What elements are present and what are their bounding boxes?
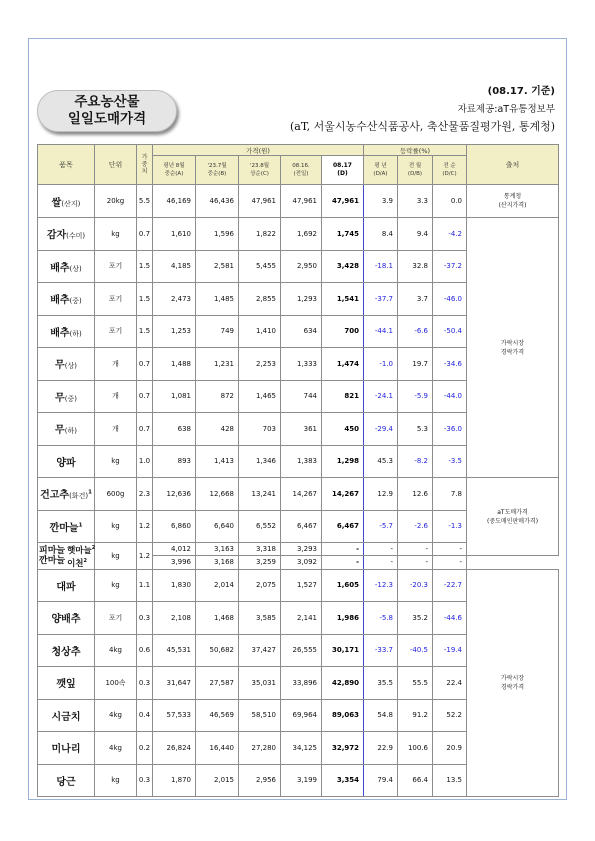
value-a: 1,081	[153, 380, 196, 413]
value-dc: -	[433, 556, 467, 569]
value-prev: 1,527	[281, 569, 322, 602]
unit-cell: 4kg	[95, 699, 137, 732]
value-b: 1,231	[196, 348, 239, 381]
col-price-c-label: '23.8월 상순(C)	[249, 163, 270, 177]
value-c: 2,855	[239, 283, 281, 316]
item-name-cell	[38, 732, 95, 765]
value-da: -12.3	[364, 569, 398, 602]
col-change-da-label: 평 년 (D/A)	[373, 163, 388, 177]
source-cell	[467, 185, 559, 218]
col-source: 출처	[467, 145, 559, 185]
unit-cell: kg	[95, 218, 137, 251]
value-d: 42,890	[322, 667, 364, 700]
col-weight	[137, 145, 153, 185]
value-d: 700	[322, 315, 364, 348]
value-da: -44.1	[364, 315, 398, 348]
item-grade: (수미)	[66, 232, 86, 241]
value-a: 2,473	[153, 283, 196, 316]
item-name-cell	[38, 283, 95, 316]
value-da: 54.8	[364, 699, 398, 732]
value-a: 3,996	[153, 556, 196, 569]
data-provider: 자료제공:aT유통정보부	[457, 104, 555, 115]
item-name: 배추	[50, 295, 70, 307]
item-name-cell	[38, 634, 95, 667]
value-c: 2,075	[239, 569, 281, 602]
value-c: 3,259	[239, 556, 281, 569]
item-grade: (화건)	[69, 492, 89, 501]
value-b: 46,569	[196, 699, 239, 732]
value-db: 66.4	[398, 764, 433, 797]
value-c: 2,253	[239, 348, 281, 381]
unit-cell: 4kg	[95, 732, 137, 765]
value-b: 3,163	[196, 543, 239, 556]
value-a: 1,488	[153, 348, 196, 381]
value-db: -2.6	[398, 510, 433, 543]
value-b: 50,682	[196, 634, 239, 667]
value-db: -8.2	[398, 445, 433, 478]
value-c: 3,585	[239, 602, 281, 635]
weight-cell: 1.0	[137, 445, 153, 478]
value-da: -33.7	[364, 634, 398, 667]
value-b: 1,413	[196, 445, 239, 478]
value-dc: -37.2	[433, 250, 467, 283]
unit-cell: 20kg	[95, 185, 137, 218]
source-cell	[467, 218, 559, 478]
unit-cell: 포기	[95, 250, 137, 283]
item-name: 무	[55, 392, 65, 404]
value-c: 2,956	[239, 764, 281, 797]
value-prev: 33,896	[281, 667, 322, 700]
item-name-cell	[38, 602, 95, 635]
value-prev: 3,199	[281, 764, 322, 797]
value-prev: 3,293	[281, 543, 322, 556]
value-a: 638	[153, 413, 196, 446]
unit-cell: 600g	[95, 478, 137, 511]
value-db: 3.7	[398, 283, 433, 316]
value-c: 703	[239, 413, 281, 446]
col-change-group: 등락률(%)	[364, 145, 467, 156]
value-db: 55.5	[398, 667, 433, 700]
value-db: -	[398, 543, 433, 556]
value-b: 2,015	[196, 764, 239, 797]
unit-cell: kg	[95, 510, 137, 543]
footnote-mark: 2	[91, 545, 96, 551]
value-d: -	[322, 556, 364, 569]
col-change-db	[398, 156, 433, 185]
col-price-c	[239, 156, 281, 185]
value-d: 14,267	[322, 478, 364, 511]
price-table	[37, 144, 559, 797]
item-name: 미나리	[51, 744, 81, 756]
value-c: 35,031	[239, 667, 281, 700]
value-a: 6,860	[153, 510, 196, 543]
value-a: 26,824	[153, 732, 196, 765]
item-grade: (하)	[64, 427, 77, 436]
value-d: -	[322, 543, 364, 556]
item-name: 무	[55, 425, 65, 437]
value-c: 13,241	[239, 478, 281, 511]
item-variant-1: 햇마늘	[67, 545, 92, 556]
item-name-cell	[38, 667, 95, 700]
table-row	[38, 569, 559, 602]
value-db: -6.6	[398, 315, 433, 348]
source-text: 가락시장 경락가격	[500, 674, 525, 691]
footnote-mark: 1	[88, 489, 92, 496]
weight-cell: 0.2	[137, 732, 153, 765]
col-price-prev-label: 08.16. (전일)	[292, 163, 310, 177]
value-db: 91.2	[398, 699, 433, 732]
value-b: 16,440	[196, 732, 239, 765]
value-a: 4,185	[153, 250, 196, 283]
value-dc: -4.2	[433, 218, 467, 251]
col-price-today	[322, 156, 364, 185]
value-c: 6,552	[239, 510, 281, 543]
value-d: 6,467	[322, 510, 364, 543]
value-c: 47,961	[239, 185, 281, 218]
item-name: 깐마늘	[49, 522, 79, 534]
unit-cell: kg	[95, 764, 137, 797]
value-b: 872	[196, 380, 239, 413]
item-name: 쌀	[51, 197, 62, 209]
value-dc: -44.0	[433, 380, 467, 413]
item-name-cell	[38, 699, 95, 732]
weight-cell: 0.3	[137, 667, 153, 700]
value-dc: -36.0	[433, 413, 467, 446]
value-b: 1,485	[196, 283, 239, 316]
value-da: 22.9	[364, 732, 398, 765]
item-name-cell	[38, 478, 95, 511]
item-name-cell	[38, 185, 95, 218]
col-change-dc-label: 전 순 (D/C)	[442, 163, 457, 177]
col-price-a-label: 평년 8월 중순(A)	[163, 163, 185, 177]
value-db: 12.6	[398, 478, 433, 511]
item-grade: (하)	[69, 329, 82, 338]
value-prev: 1,692	[281, 218, 322, 251]
source-cell	[467, 478, 559, 556]
item-name: 깻잎	[56, 679, 76, 691]
item-name: 대파	[56, 581, 76, 593]
weight-cell: 0.3	[137, 764, 153, 797]
value-da: 45.3	[364, 445, 398, 478]
value-d: 3,428	[322, 250, 364, 283]
value-prev: 14,267	[281, 478, 322, 511]
item-name-cell	[38, 569, 95, 602]
item-group-top: 피마늘	[39, 545, 66, 556]
unit-cell: 개	[95, 413, 137, 446]
value-d: 30,171	[322, 634, 364, 667]
weight-cell: 0.4	[137, 699, 153, 732]
value-b: 428	[196, 413, 239, 446]
unit-cell: kg	[95, 543, 137, 570]
title-line2: 일일도매가격	[67, 111, 147, 127]
col-change-da	[364, 156, 398, 185]
item-name: 배추	[50, 327, 70, 339]
source-cell	[467, 569, 559, 797]
item-name-cell	[38, 543, 95, 570]
value-da: -	[364, 556, 398, 569]
item-name: 건고추	[40, 490, 70, 502]
item-name: 배추	[50, 262, 70, 274]
source-text: 가락시장 경락가격	[500, 339, 525, 356]
value-b: 12,668	[196, 478, 239, 511]
value-a: 1,870	[153, 764, 196, 797]
value-db: 32.8	[398, 250, 433, 283]
value-d: 47,961	[322, 185, 364, 218]
value-c: 27,280	[239, 732, 281, 765]
item-name-cell	[38, 315, 95, 348]
item-name: 양배추	[51, 614, 81, 626]
value-da: 8.4	[364, 218, 398, 251]
col-price-a	[153, 156, 196, 185]
value-a: 1,253	[153, 315, 196, 348]
value-prev: 1,333	[281, 348, 322, 381]
value-db: -20.3	[398, 569, 433, 602]
item-name-cell	[38, 764, 95, 797]
value-d: 1,541	[322, 283, 364, 316]
value-a: 46,169	[153, 185, 196, 218]
source-text: 통계청 (산지가격)	[498, 193, 527, 209]
unit-cell: kg	[95, 445, 137, 478]
value-a: 45,531	[153, 634, 196, 667]
value-dc: -19.4	[433, 634, 467, 667]
data-sources: (aT, 서울시농수산식품공사, 축산물품질평가원, 통계청)	[290, 120, 555, 133]
value-dc: -22.7	[433, 569, 467, 602]
value-prev: 744	[281, 380, 322, 413]
item-grade: (상)	[64, 362, 77, 371]
value-b: 749	[196, 315, 239, 348]
value-prev: 361	[281, 413, 322, 446]
weight-cell: 1.2	[137, 543, 153, 570]
value-a: 1,610	[153, 218, 196, 251]
value-dc: -46.0	[433, 283, 467, 316]
item-grade: (중)	[69, 297, 82, 306]
value-db: 100.6	[398, 732, 433, 765]
value-da: 79.4	[364, 764, 398, 797]
value-d: 1,298	[322, 445, 364, 478]
item-name-cell	[38, 413, 95, 446]
col-price-group: 가격(원)	[153, 145, 364, 156]
value-db: 3.3	[398, 185, 433, 218]
value-dc: -50.4	[433, 315, 467, 348]
weight-cell: 0.7	[137, 218, 153, 251]
footnote-mark: 1	[78, 522, 83, 529]
value-da: -18.1	[364, 250, 398, 283]
value-b: 2,581	[196, 250, 239, 283]
value-prev: 2,141	[281, 602, 322, 635]
value-db: -5.9	[398, 380, 433, 413]
value-dc: -44.6	[433, 602, 467, 635]
value-b: 1,596	[196, 218, 239, 251]
source-text: aT도매가격 (중도매인판매가격)	[486, 508, 539, 525]
weight-cell: 1.5	[137, 315, 153, 348]
title-line1: 주요농산물	[74, 94, 140, 110]
item-name-cell	[38, 380, 95, 413]
weight-cell: 0.6	[137, 634, 153, 667]
col-weight-label: 가 중 치	[141, 154, 148, 175]
value-b: 27,587	[196, 667, 239, 700]
value-dc: 22.4	[433, 667, 467, 700]
value-d: 32,972	[322, 732, 364, 765]
value-c: 58,510	[239, 699, 281, 732]
value-b: 46,436	[196, 185, 239, 218]
value-a: 1,830	[153, 569, 196, 602]
value-dc: 20.9	[433, 732, 467, 765]
value-db: -	[398, 556, 433, 569]
value-da: 35.5	[364, 667, 398, 700]
item-name-cell	[38, 348, 95, 381]
value-a: 2,108	[153, 602, 196, 635]
value-da: -24.1	[364, 380, 398, 413]
value-db: 19.7	[398, 348, 433, 381]
value-prev: 634	[281, 315, 322, 348]
value-prev: 6,467	[281, 510, 322, 543]
value-a: 12,636	[153, 478, 196, 511]
value-dc: 0.0	[433, 185, 467, 218]
value-db: 5.3	[398, 413, 433, 446]
value-da: 12.9	[364, 478, 398, 511]
unit-cell: 개	[95, 380, 137, 413]
item-name-cell	[38, 250, 95, 283]
weight-cell: 1.2	[137, 510, 153, 543]
value-c: 1,822	[239, 218, 281, 251]
table-row	[38, 218, 559, 251]
value-c: 1,346	[239, 445, 281, 478]
table-row	[38, 478, 559, 511]
value-prev: 47,961	[281, 185, 322, 218]
value-a: 4,012	[153, 543, 196, 556]
item-name: 무	[55, 360, 65, 372]
value-prev: 34,125	[281, 732, 322, 765]
col-item: 품목	[38, 145, 95, 185]
value-da: 3.9	[364, 185, 398, 218]
item-name: 감자	[46, 230, 67, 242]
value-a: 893	[153, 445, 196, 478]
footnote-mark: 2	[83, 557, 88, 564]
unit-cell: 100속	[95, 667, 137, 700]
weight-cell: 1.1	[137, 569, 153, 602]
unit-cell: 4kg	[95, 634, 137, 667]
title-badge	[37, 90, 177, 132]
item-name: 시금치	[51, 711, 81, 723]
value-c: 5,455	[239, 250, 281, 283]
weight-cell: 0.7	[137, 380, 153, 413]
item-name: 당근	[56, 776, 76, 788]
value-dc: -	[433, 543, 467, 556]
item-grade: (상)	[69, 264, 82, 273]
value-b: 6,640	[196, 510, 239, 543]
value-b: 3,168	[196, 556, 239, 569]
weight-cell: 1.5	[137, 250, 153, 283]
item-variant-2: 이천	[67, 558, 84, 569]
value-dc: -34.6	[433, 348, 467, 381]
value-da: -5.7	[364, 510, 398, 543]
col-price-prev	[281, 156, 322, 185]
value-dc: 13.5	[433, 764, 467, 797]
value-dc: -3.5	[433, 445, 467, 478]
table-row	[38, 185, 559, 218]
value-da: -	[364, 543, 398, 556]
value-prev: 3,092	[281, 556, 322, 569]
value-d: 89,063	[322, 699, 364, 732]
value-d: 1,745	[322, 218, 364, 251]
weight-cell: 2.3	[137, 478, 153, 511]
value-c: 1,465	[239, 380, 281, 413]
unit-cell: 개	[95, 348, 137, 381]
report-date: (08.17. 기준)	[487, 86, 555, 97]
weight-cell: 0.3	[137, 602, 153, 635]
value-dc: 7.8	[433, 478, 467, 511]
col-unit: 단위	[95, 145, 137, 185]
item-name-cell	[38, 445, 95, 478]
value-b: 1,468	[196, 602, 239, 635]
item-name: 청상추	[51, 646, 81, 658]
item-grade: (중)	[64, 394, 77, 403]
col-change-dc	[433, 156, 467, 185]
value-prev: 26,555	[281, 634, 322, 667]
unit-cell: 포기	[95, 283, 137, 316]
col-price-today-label: 08.17 (D)	[333, 162, 352, 177]
value-a: 31,647	[153, 667, 196, 700]
value-db: 9.4	[398, 218, 433, 251]
col-price-b-label: '23.7월 중순(B)	[207, 163, 227, 177]
value-a: 57,533	[153, 699, 196, 732]
item-grade: (산지)	[61, 199, 81, 208]
col-price-b	[196, 156, 239, 185]
value-d: 1,986	[322, 602, 364, 635]
unit-cell: kg	[95, 569, 137, 602]
value-prev: 1,293	[281, 283, 322, 316]
weight-cell: 5.5	[137, 185, 153, 218]
value-da: -29.4	[364, 413, 398, 446]
value-dc: 52.2	[433, 699, 467, 732]
weight-cell: 0.7	[137, 348, 153, 381]
unit-cell: 포기	[95, 602, 137, 635]
value-db: 35.2	[398, 602, 433, 635]
value-d: 1,474	[322, 348, 364, 381]
value-prev: 2,950	[281, 250, 322, 283]
weight-cell: 1.5	[137, 283, 153, 316]
unit-cell: 포기	[95, 315, 137, 348]
item-name-cell	[38, 218, 95, 251]
col-change-db-label: 전 월 (D/B)	[407, 163, 423, 177]
weight-cell: 0.7	[137, 413, 153, 446]
value-c: 1,410	[239, 315, 281, 348]
value-prev: 69,964	[281, 699, 322, 732]
value-db: -40.5	[398, 634, 433, 667]
item-name: 양파	[56, 457, 76, 469]
item-group-bottom: 깐마늘	[39, 555, 66, 566]
value-c: 37,427	[239, 634, 281, 667]
value-d: 821	[322, 380, 364, 413]
value-prev: 1,383	[281, 445, 322, 478]
value-da: -5.8	[364, 602, 398, 635]
value-da: -1.0	[364, 348, 398, 381]
item-name-cell	[38, 510, 95, 543]
value-c: 3,318	[239, 543, 281, 556]
value-d: 3,354	[322, 764, 364, 797]
value-b: 2,014	[196, 569, 239, 602]
value-d: 450	[322, 413, 364, 446]
value-d: 1,605	[322, 569, 364, 602]
value-dc: -1.3	[433, 510, 467, 543]
value-da: -37.7	[364, 283, 398, 316]
